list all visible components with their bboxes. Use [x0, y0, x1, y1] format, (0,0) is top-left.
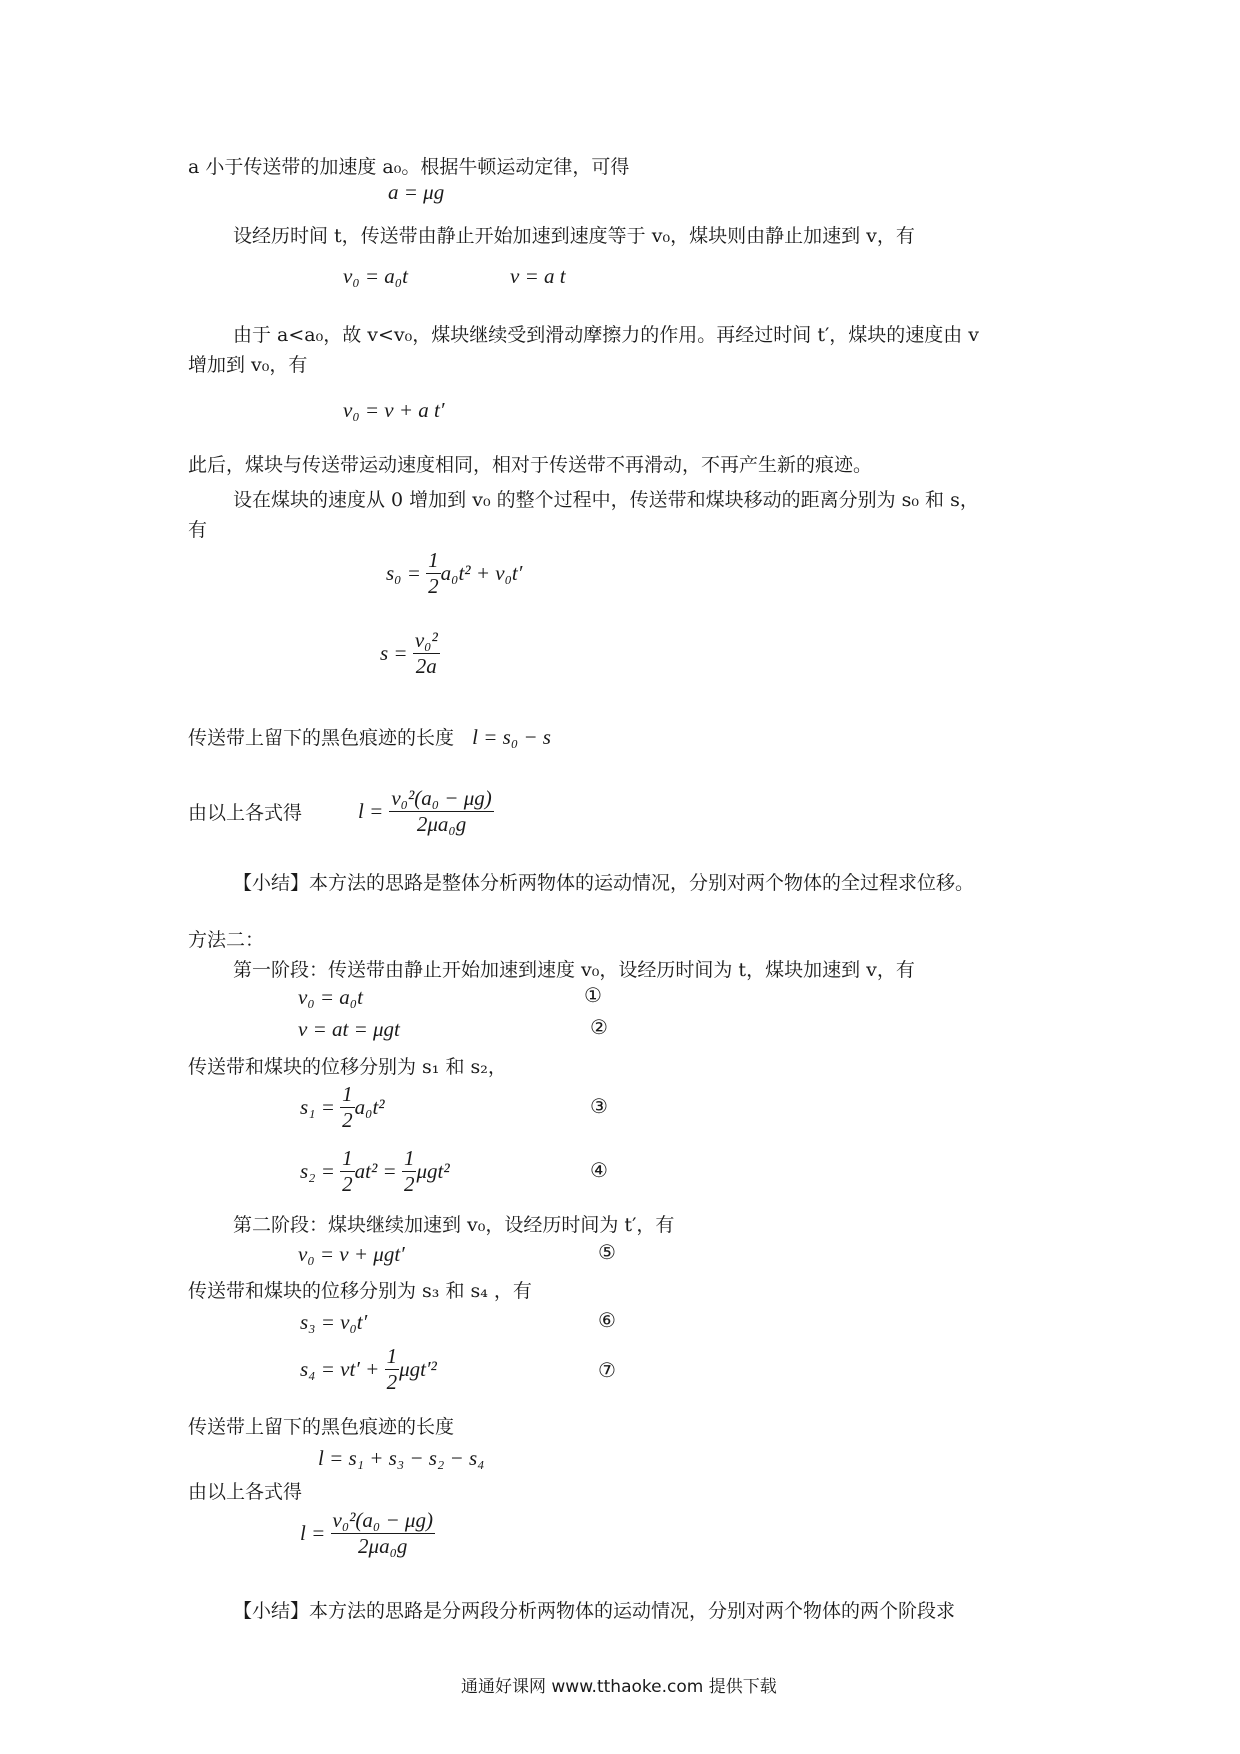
- equation-5: v₀ = v + μgt′: [298, 1242, 405, 1266]
- fraction-half: [385, 1344, 400, 1395]
- fraction-result: [331, 1508, 435, 1559]
- summary-paragraph: 【小结】本方法的思路是整体分析两物体的运动情况，分别对两个物体的全过程求位移。: [233, 872, 975, 894]
- paragraph-line: 此后，煤块与传送带运动速度相同，相对于传送带不再滑动，不再产生新的痕迹。: [188, 454, 873, 476]
- stage-2-paragraph: 第二阶段：煤块继续加速到 v₀，设经历时间为 t′，有: [233, 1214, 675, 1236]
- eq-lhs: s₄ = vt′ +: [300, 1357, 380, 1381]
- paragraph-line: 设在煤块的速度从 0 增加到 v₀ 的整个过程中，传送带和煤块移动的距离分别为 s₀ 和 s，: [233, 489, 979, 511]
- equation-number: ②: [590, 1015, 608, 1039]
- equation-v: v = a t: [510, 264, 566, 288]
- fraction-result: [389, 786, 493, 837]
- paragraph-line: 由以上各式得: [188, 1481, 303, 1503]
- eq-mid: at² =: [354, 1159, 397, 1183]
- eq-lhs: s =: [380, 641, 408, 665]
- fraction-denominator: 2a: [415, 654, 437, 678]
- fraction-numerator: 1: [342, 1146, 353, 1170]
- eq-rhs: μgt²: [416, 1159, 450, 1183]
- equation-v0: v₀ = a₀t: [343, 264, 408, 288]
- fraction-denominator: 2: [428, 574, 439, 598]
- paragraph-line: 传送带和煤块的位移分别为 s₃ 和 s₄ ，有: [188, 1280, 532, 1302]
- eq-lhs: l =: [358, 799, 384, 823]
- fraction-numerator: 1: [342, 1082, 353, 1106]
- paragraph-line: [188, 723, 551, 750]
- paragraph-line: 传送带和煤块的位移分别为 s₁ 和 s₂，: [188, 1056, 507, 1078]
- eq-rhs: a₀t²: [354, 1095, 385, 1119]
- equation-number: ⑥: [598, 1308, 616, 1332]
- trace-length-equation: l = s₀ − s: [472, 725, 551, 749]
- eq-lhs: s₂ =: [300, 1159, 335, 1183]
- fraction-denominator: 2μa₀g: [416, 812, 467, 836]
- fraction-denominator: 2: [386, 1370, 398, 1394]
- trace-length-text: 传送带上留下的黑色痕迹的长度: [188, 727, 455, 749]
- fraction-v0sq-over-2a: [413, 628, 440, 679]
- fraction-denominator: 2μa₀g: [358, 1534, 408, 1558]
- equation-number: ⑦: [598, 1358, 616, 1382]
- equation-number: ④: [590, 1158, 608, 1182]
- equation-6: s₃ = v₀t′: [300, 1310, 368, 1334]
- eq-lhs: s₁ =: [300, 1095, 335, 1119]
- paragraph-line: 由于 a<a₀，故 v<v₀，煤块继续受到滑动摩擦力的作用。再经过时间 t′，煤块的速度由 v: [233, 324, 980, 346]
- result-text: 由以上各式得: [188, 802, 303, 824]
- fraction-numerator: 1: [386, 1344, 398, 1368]
- eq-lhs: s₀ =: [386, 561, 421, 585]
- equation-9: [300, 1508, 435, 1559]
- equation-2: v = at = μgt: [298, 1017, 400, 1041]
- fraction-denominator: 2: [403, 1172, 415, 1196]
- stage-1-paragraph: 第一阶段：传送带由静止开始加速到速度 v₀，设经历时间为 t，煤块加速到 v，有: [233, 959, 915, 981]
- equation-7: [300, 1344, 437, 1395]
- fraction-half: [340, 1082, 355, 1133]
- fraction-denominator: 2: [342, 1172, 353, 1196]
- equation-4: [300, 1146, 450, 1197]
- equation-s: [380, 628, 440, 679]
- eq-rhs: μgt′²: [399, 1357, 437, 1381]
- equation-v0-b: v₀ = v + a t′: [343, 398, 445, 422]
- fraction-numerator: 1: [403, 1146, 415, 1170]
- fraction-half: [340, 1146, 355, 1197]
- equation-8: l = s₁ + s₃ − s₂ − s₄: [318, 1446, 485, 1470]
- eq-lhs: l =: [300, 1521, 326, 1545]
- paragraph-line: 增加到 v₀，有: [188, 354, 308, 376]
- summary-paragraph: 【小结】本方法的思路是分两段分析两物体的运动情况，分别对两个物体的两个阶段求: [233, 1600, 956, 1622]
- fraction-numerator: v₀²: [414, 628, 438, 652]
- equation-3: [300, 1082, 385, 1133]
- fraction-numerator: v₀²(a₀ − μg): [332, 1508, 433, 1532]
- paragraph-line: a 小于传送带的加速度 a₀。根据牛顿运动定律，可得: [188, 156, 630, 178]
- paragraph-line: 传送带上留下的黑色痕迹的长度: [188, 1416, 455, 1438]
- fraction-numerator: 1: [428, 548, 439, 572]
- fraction-numerator: v₀²(a₀ − μg): [391, 786, 492, 810]
- fraction-half: [426, 548, 441, 599]
- equation-1: v₀ = a₀t: [298, 985, 363, 1009]
- method-heading: 方法二：: [188, 929, 265, 951]
- equation-s0: [386, 548, 522, 599]
- eq-rhs: a₀t² + v₀t′: [440, 561, 523, 585]
- equation-number: ⑤: [598, 1240, 616, 1264]
- equation-a-mu-g: a = μg: [388, 180, 445, 204]
- paragraph-line: 设经历时间 t，传送带由静止开始加速到速度等于 v₀，煤块则由静止加速到 v，有: [233, 225, 915, 247]
- fraction-half: [402, 1146, 417, 1197]
- footer-text: 通通好课网 www.tthaoke.com 提供下载: [461, 1677, 777, 1697]
- paragraph-line: 有: [188, 519, 208, 541]
- result-line-1: [188, 786, 494, 837]
- equation-number: ①: [584, 983, 602, 1007]
- equation-number: ③: [590, 1094, 608, 1118]
- fraction-denominator: 2: [342, 1108, 353, 1132]
